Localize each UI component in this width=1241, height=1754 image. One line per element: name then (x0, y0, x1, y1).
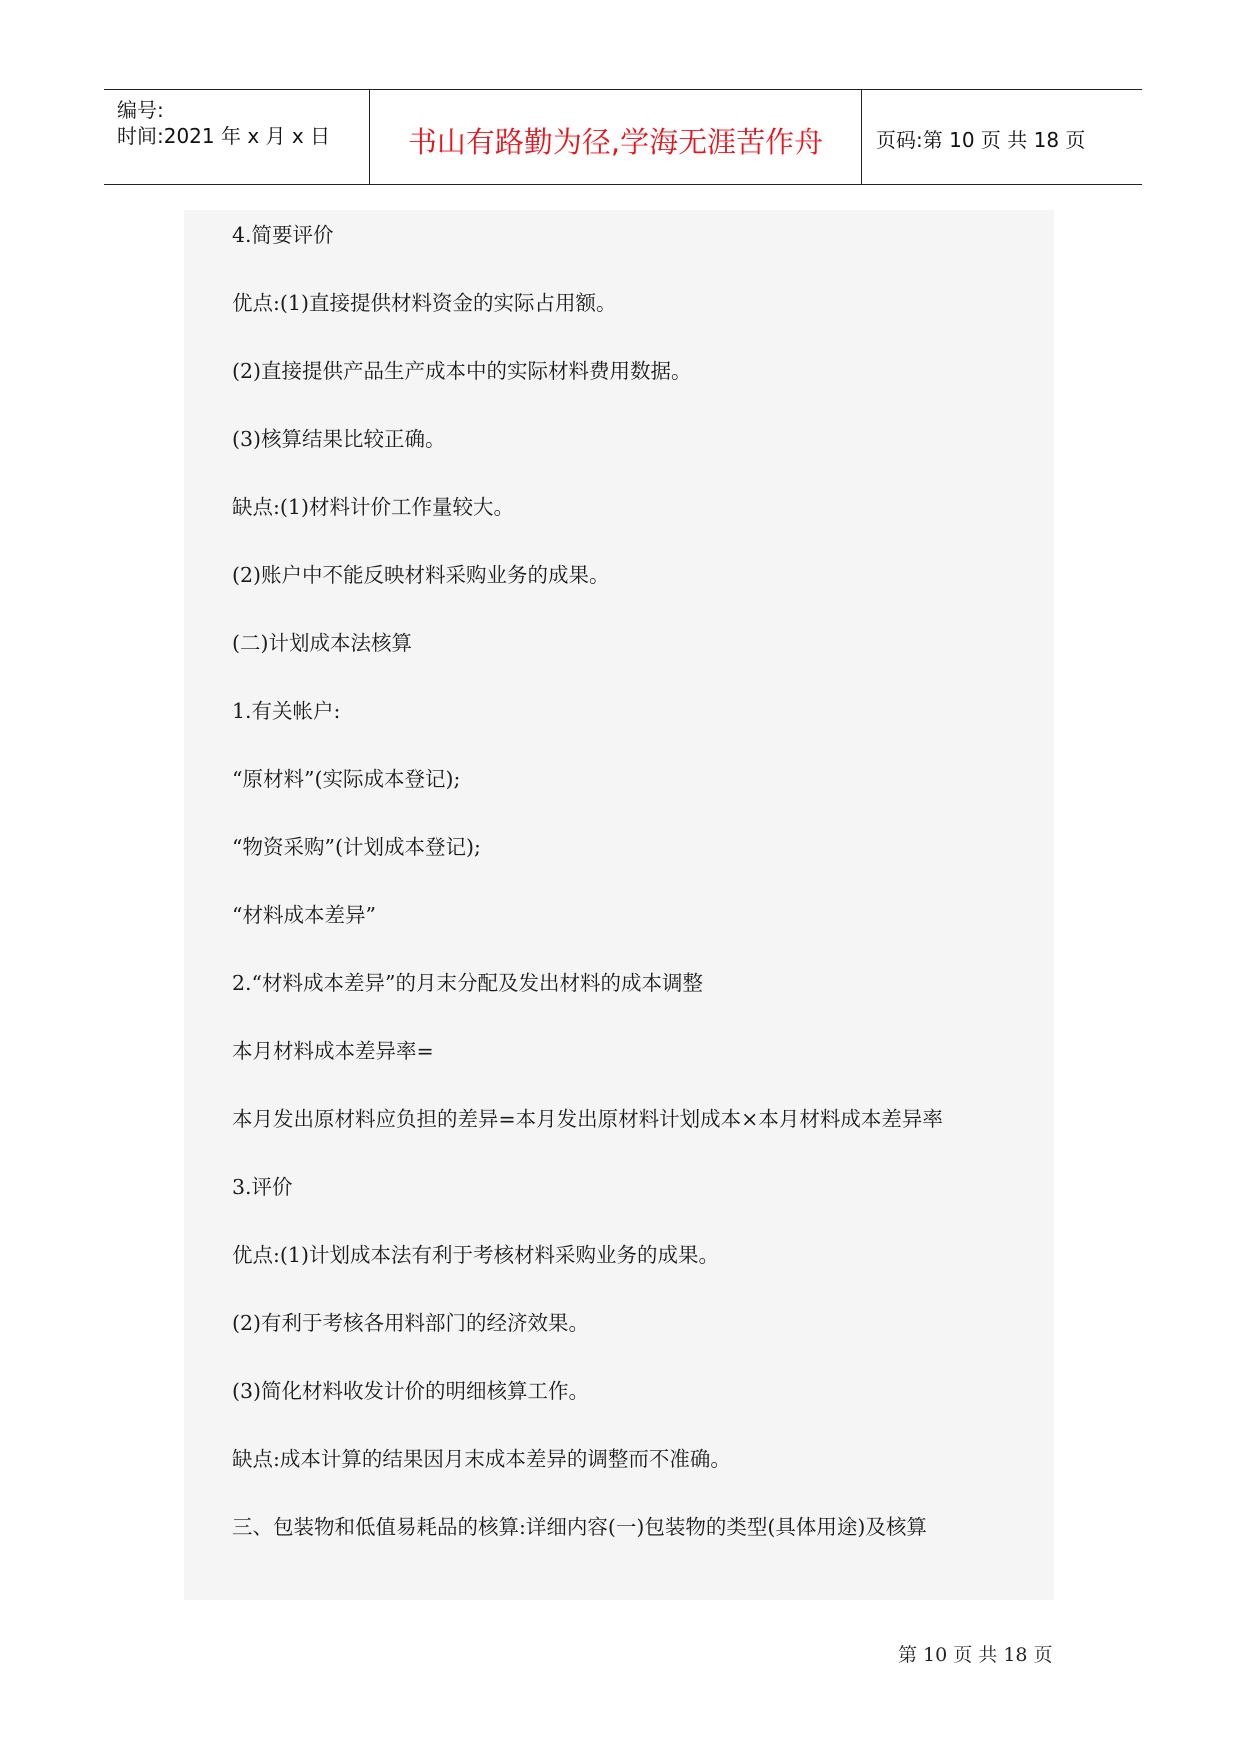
paragraph-line: 优点:(1)计划成本法有利于考核材料采购业务的成果。 (232, 1243, 719, 1267)
paragraph-line: 缺点:(1)材料计价工作量较大。 (232, 495, 514, 519)
header-info-cell (104, 90, 368, 184)
number-label: 编号: (117, 98, 164, 122)
paragraph-line: 缺点:成本计算的结果因月末成本差异的调整而不准确。 (232, 1447, 731, 1471)
paragraph-line: 2.“材料成本差异”的月末分配及发出材料的成本调整 (232, 971, 704, 995)
content-body (184, 210, 1054, 1600)
header-page-cell (862, 90, 1142, 184)
section-heading: (二)计划成本法核算 (232, 631, 412, 655)
formula-line: 本月发出原材料应负担的差异=本月发出原材料计划成本×本月材料成本差异率 (232, 1107, 943, 1131)
paragraph-line: 1.有关帐户: (232, 699, 341, 723)
paragraph-line: 3.评价 (232, 1175, 293, 1199)
paragraph-line: “物资采购”(计划成本登记); (232, 835, 481, 859)
page-code: 页码:第 10 页 共 18 页 (876, 128, 1086, 152)
document-header (104, 89, 1142, 185)
paragraph-line: (2)直接提供产品生产成本中的实际材料费用数据。 (232, 359, 692, 383)
paragraph-line: (2)账户中不能反映材料采购业务的成果。 (232, 563, 610, 587)
paragraph-line: “材料成本差异” (232, 903, 376, 927)
paragraph-line: (3)核算结果比较正确。 (232, 427, 446, 451)
motto-text: 书山有路勤为径,学海无涯苦作舟 (407, 125, 824, 159)
paragraph-line: 本月材料成本差异率= (232, 1039, 434, 1063)
header-motto-cell (369, 90, 862, 184)
paragraph-line: “原材料”(实际成本登记); (232, 767, 461, 791)
paragraph-line: 4.简要评价 (232, 223, 334, 247)
paragraph-line: 优点:(1)直接提供材料资金的实际占用额。 (232, 291, 617, 315)
paragraph-line: (2)有利于考核各用料部门的经济效果。 (232, 1311, 590, 1335)
paragraph-line: (3)简化材料收发计价的明细核算工作。 (232, 1379, 590, 1403)
section-heading: 三、包装物和低值易耗品的核算:详细内容(一)包装物的类型(具体用途)及核算 (232, 1515, 927, 1539)
page-footer: 第 10 页 共 18 页 (898, 1644, 1053, 1666)
time-label: 时间:2021 年 x 月 x 日 (117, 124, 331, 148)
